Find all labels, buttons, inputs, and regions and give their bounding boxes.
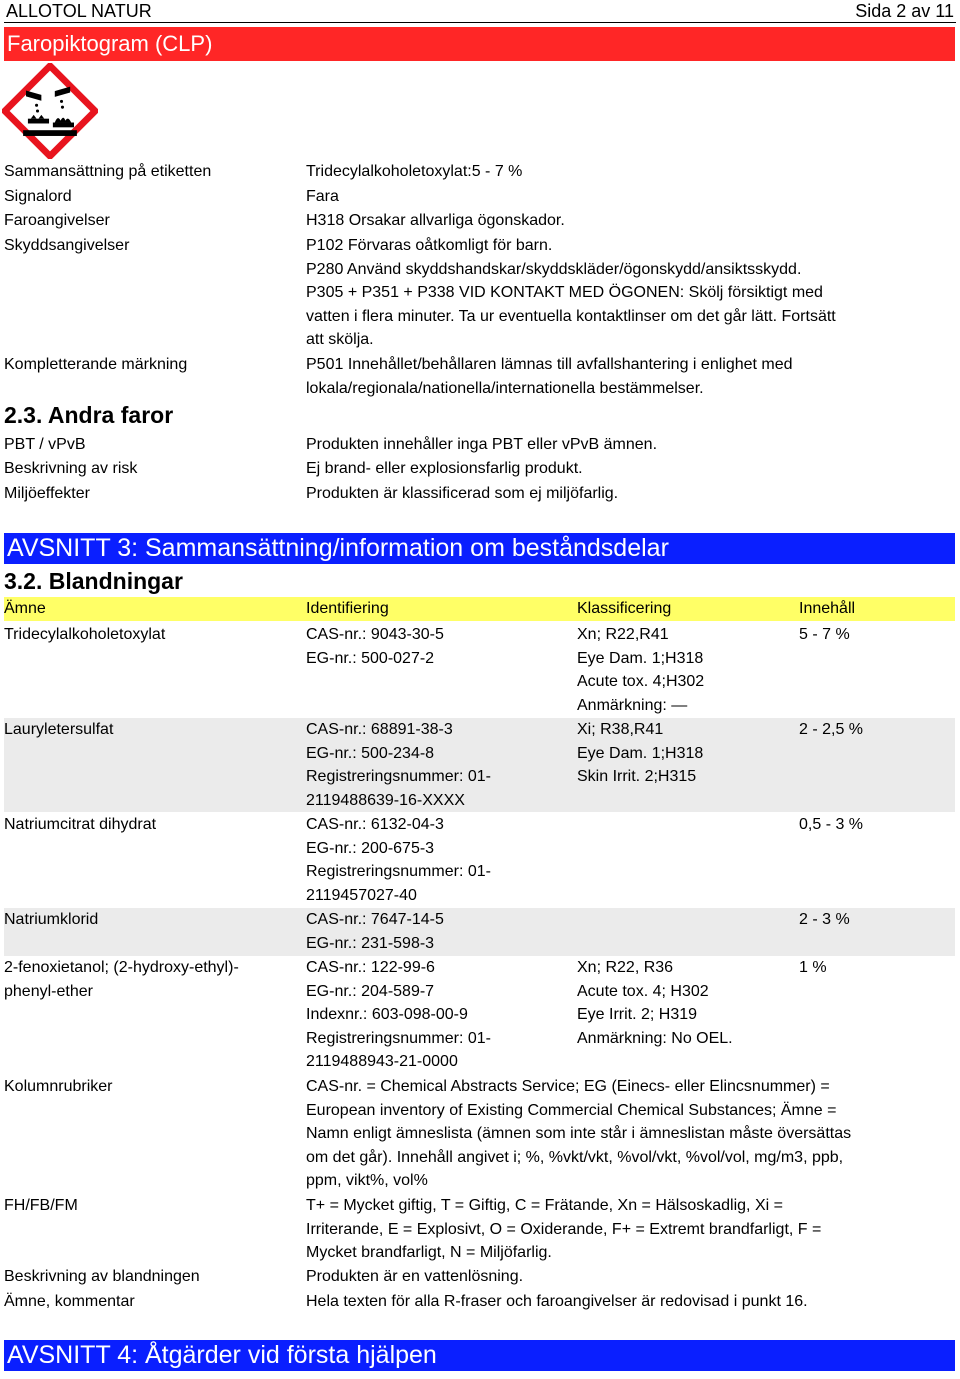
table-row: Natriumcitrat dihydrat CAS-nr.: 6132-04-3 EG-nr.: 200-675-3 Registreringsnummer: 01- 2119457027-40 0,5 - 3 %: [4, 816, 864, 904]
header-divider: [4, 22, 956, 23]
pictogram-section-title: Faropiktogram (CLP): [4, 27, 955, 61]
column-substance: Ämne: [4, 600, 46, 617]
section3-subtitle: 3.2. Blandningar: [4, 568, 183, 594]
section3-title: AVSNITT 3: Sammansättning/information om beståndsdelar: [4, 533, 955, 564]
table-row: 2-fenoxietanol; (2-hydroxy-ethyl)- phenyl-ether CAS-nr.: 122-99-6 EG-nr.: 204-589-7 Indexnr.: 603-098-00-9 Registreringsnummer: 01- 2119488943-21-0000 Xn; R22, R36 Acute tox. 4; H302 Eye Irrit. 2; H319 Anmärkning: No OEL. 1 %: [4, 959, 827, 1070]
column-classification: Klassificering: [577, 600, 672, 617]
product-name: ALLOTOL NATUR: [6, 1, 152, 21]
composition-table-header: [4, 597, 955, 621]
column-identification: Identifiering: [306, 600, 389, 617]
table-row: Lauryletersulfat CAS-nr.: 68891-38-3 EG-nr.: 500-234-8 Registreringsnummer: 01- 2119488639-16-XXXX Xi; R38,R41 Eye Dam. 1;H318 Skin Irrit. 2;H315 2 - 2,5 %: [4, 718, 955, 812]
table-row: Natriumklorid CAS-nr.: 7647-14-5 EG-nr.: 231-598-3 2 - 3 %: [4, 908, 955, 956]
table-row: Tridecylalkoholetoxylat CAS-nr.: 9043-30-5 EG-nr.: 500-027-2 Xn; R22,R41 Eye Dam. 1;H318 Acute tox. 4;H302 Anmärkning: — 5 - 7 %: [4, 626, 850, 714]
corrosion-icon: [2, 63, 98, 159]
section4-title: AVSNITT 4: Åtgärder vid första hjälpen: [4, 1340, 955, 1371]
other-hazards-title: 2.3. Andra faror: [4, 402, 174, 428]
page-header: [4, 0, 956, 22]
column-content: Innehåll: [799, 600, 856, 617]
page-number: Sida 2 av 11: [855, 1, 954, 21]
